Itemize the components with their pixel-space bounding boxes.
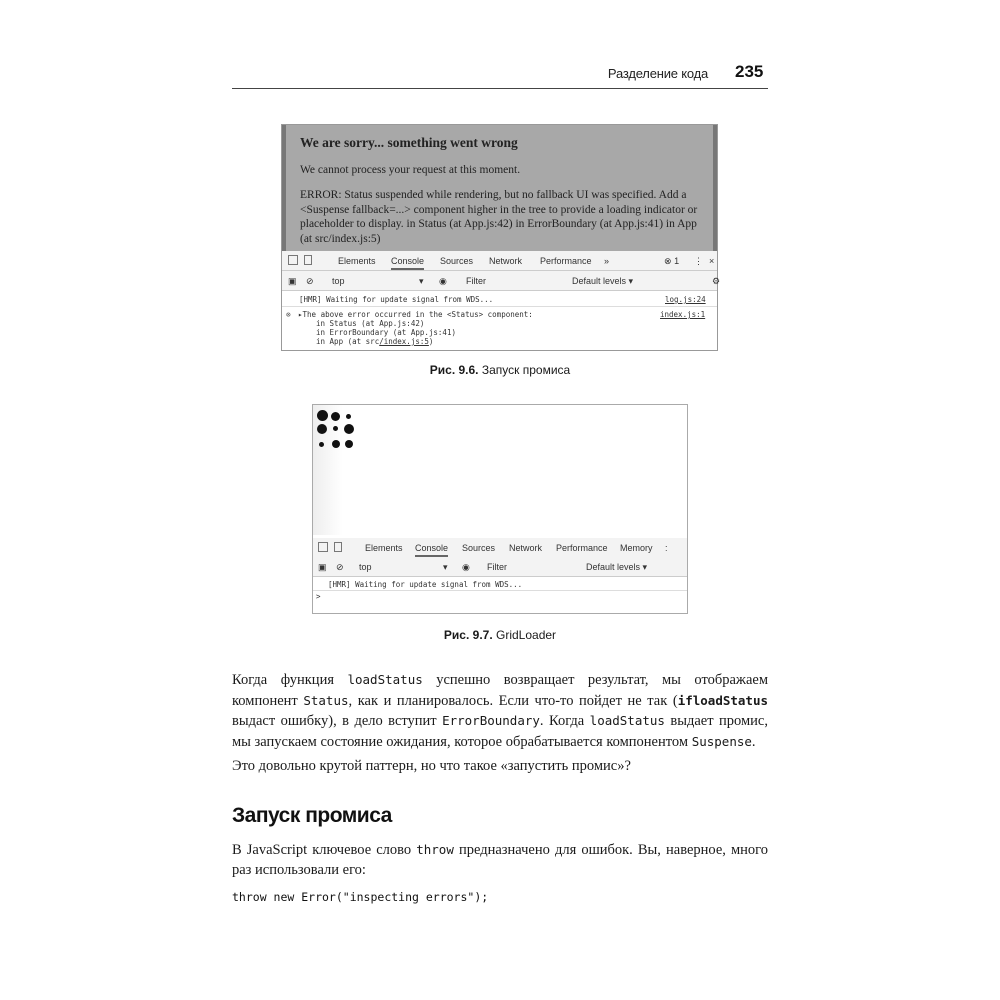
caption-label: Рис. 9.6. (429, 363, 479, 377)
inline-code: Suspense (691, 733, 752, 749)
paragraph-1 (232, 670, 768, 752)
tab-network[interactable]: Network (509, 543, 543, 553)
filter-input[interactable]: Filter (487, 562, 507, 572)
error-line-4-prefix: in App (at src (316, 337, 380, 346)
log-divider (282, 306, 717, 307)
settings-icon[interactable]: ⚙ (712, 276, 721, 286)
text: , как и планировалось. Если что-то пойдет не так ( (348, 692, 678, 709)
loader-dot (333, 426, 338, 431)
tab-elements[interactable]: Elements (365, 543, 403, 553)
context-dropdown-icon[interactable]: ▾ (443, 562, 448, 572)
figure-9-7-screenshot (312, 404, 688, 614)
section-heading: Запуск промиса (232, 804, 392, 827)
paragraph-2: Это довольно крутой паттерн, но что такое «запустить промис»? (232, 758, 631, 774)
tab-memory[interactable]: Memory (620, 543, 653, 553)
text: . Когда (539, 713, 590, 729)
error-subtitle: We cannot process your request at this moment. (300, 164, 521, 176)
error-line-4-suffix: ) (428, 337, 434, 346)
device-toggle-icon[interactable] (334, 542, 342, 552)
code-block: throw new Error("inspecting errors"); (232, 890, 489, 904)
tab-elements[interactable]: Elements (338, 256, 376, 266)
text: выдаст ошибку), в дело вступит (232, 713, 443, 729)
tab-sources[interactable]: Sources (462, 543, 496, 553)
eye-icon[interactable]: ◉ (462, 562, 470, 572)
figure-9-6-caption (232, 363, 768, 377)
log-message: [HMR] Waiting for update signal from WDS... (328, 580, 523, 589)
inline-code: ifloadStatus (677, 692, 768, 708)
sidebar-toggle-icon[interactable]: ▣ (288, 276, 297, 286)
error-line-1[interactable]: ▸The above error occurred in the <Status> component: (298, 310, 533, 319)
inline-code: loadStatus (589, 713, 665, 728)
loader-dot (331, 412, 340, 421)
page-number: 235 (735, 62, 764, 81)
log-source-link[interactable]: log.js:24 (665, 295, 706, 304)
log-divider (313, 590, 687, 591)
devtools-tabbar (313, 538, 687, 558)
tab-console[interactable]: Console (415, 543, 448, 557)
error-count: 1 (674, 256, 680, 266)
loader-dot (346, 414, 351, 419)
text: предназначено для ошибок. Вы, наверное, много раз использовали его: (232, 842, 768, 878)
tab-sources[interactable]: Sources (440, 256, 474, 266)
error-circle-icon: ⊗ (664, 256, 672, 266)
close-devtools-icon[interactable]: × (709, 256, 715, 266)
error-line-4-link[interactable]: /index.js:5 (379, 337, 429, 346)
error-line-4 (316, 337, 433, 347)
console-prompt[interactable]: > (316, 592, 321, 601)
log-message: [HMR] Waiting for update signal from WDS... (299, 295, 494, 304)
text: успешно возвращает результат, мы отображаем компонент (232, 672, 768, 709)
console-toolbar (282, 271, 721, 291)
tab-console[interactable]: Console (391, 256, 424, 270)
error-message: ERROR: Status suspended while rendering, but no fallback UI was specified. Add a <Suspense fallback=...> component higher in the tree to provide a loading indicator or placeholder to display. in Status (at App.js:42) in ErrorBoundary (at App.js:41) in App (at src/index.js:5) (300, 189, 698, 245)
loader-dot (332, 440, 340, 448)
text: . (751, 733, 756, 750)
paragraph-3 (232, 840, 768, 880)
kebab-menu-icon[interactable]: ⋮ (694, 256, 703, 266)
caption-label: Рис. 9.7. (443, 628, 493, 642)
more-tabs[interactable]: » (604, 256, 610, 266)
inline-code: ErrorBoundary (442, 713, 540, 728)
text: В JavaScript ключевое слово (232, 842, 417, 858)
error-title: We are sorry... something went wrong (300, 135, 518, 150)
levels-select[interactable]: Default levels ▾ (572, 276, 634, 286)
running-header-section: Разделение кода (607, 66, 708, 81)
error-line-2: in Status (at App.js:42) (316, 319, 425, 328)
clear-console-icon[interactable]: ⊘ (336, 562, 344, 572)
inline-code: throw (416, 842, 454, 857)
tab-performance[interactable]: Performance (540, 256, 592, 266)
error-page (282, 125, 717, 251)
grid-loader (317, 410, 357, 450)
error-icon: ⊗ (286, 310, 291, 319)
inspect-icon[interactable] (318, 542, 328, 552)
device-toggle-icon[interactable] (304, 255, 312, 265)
loader-dot (344, 424, 354, 434)
context-select[interactable]: top (359, 562, 372, 572)
error-source-link[interactable]: index.js:1 (660, 310, 706, 319)
figure-9-6-screenshot (281, 124, 721, 351)
context-select[interactable]: top (332, 276, 345, 286)
filter-input[interactable]: Filter (466, 276, 486, 286)
tab-network[interactable]: Network (489, 256, 523, 266)
inline-code: Status (303, 692, 349, 708)
error-line-3: in ErrorBoundary (at App.js:41) (316, 328, 456, 337)
text: выдает промис, мы запускаем состояние ожидания, которое обрабатывается компонентом (232, 713, 768, 750)
sidebar-toggle-icon[interactable]: ▣ (318, 562, 327, 572)
loader-page (313, 405, 687, 535)
levels-select[interactable]: Default levels ▾ (586, 562, 648, 572)
error-count-badge[interactable] (664, 256, 679, 267)
figure-9-7-caption (232, 628, 768, 642)
loader-dot (319, 442, 324, 447)
devtools-tabbar (282, 251, 717, 271)
caption-text: Запуск промиса (481, 363, 571, 377)
loader-dot (317, 424, 327, 434)
caption-text: GridLoader (496, 628, 557, 642)
loader-dot (345, 440, 353, 448)
console-toolbar (313, 557, 687, 577)
context-dropdown-icon[interactable]: ▾ (419, 276, 424, 286)
header-rule (232, 88, 768, 89)
eye-icon[interactable]: ◉ (439, 276, 447, 286)
text: Когда функция (232, 672, 348, 688)
inspect-icon[interactable] (288, 255, 298, 265)
inline-code: loadStatus (347, 672, 423, 687)
more-tabs[interactable]: : (665, 543, 668, 553)
loader-dot (317, 410, 328, 421)
tab-performance[interactable]: Performance (556, 543, 608, 553)
clear-console-icon[interactable]: ⊘ (306, 276, 314, 286)
